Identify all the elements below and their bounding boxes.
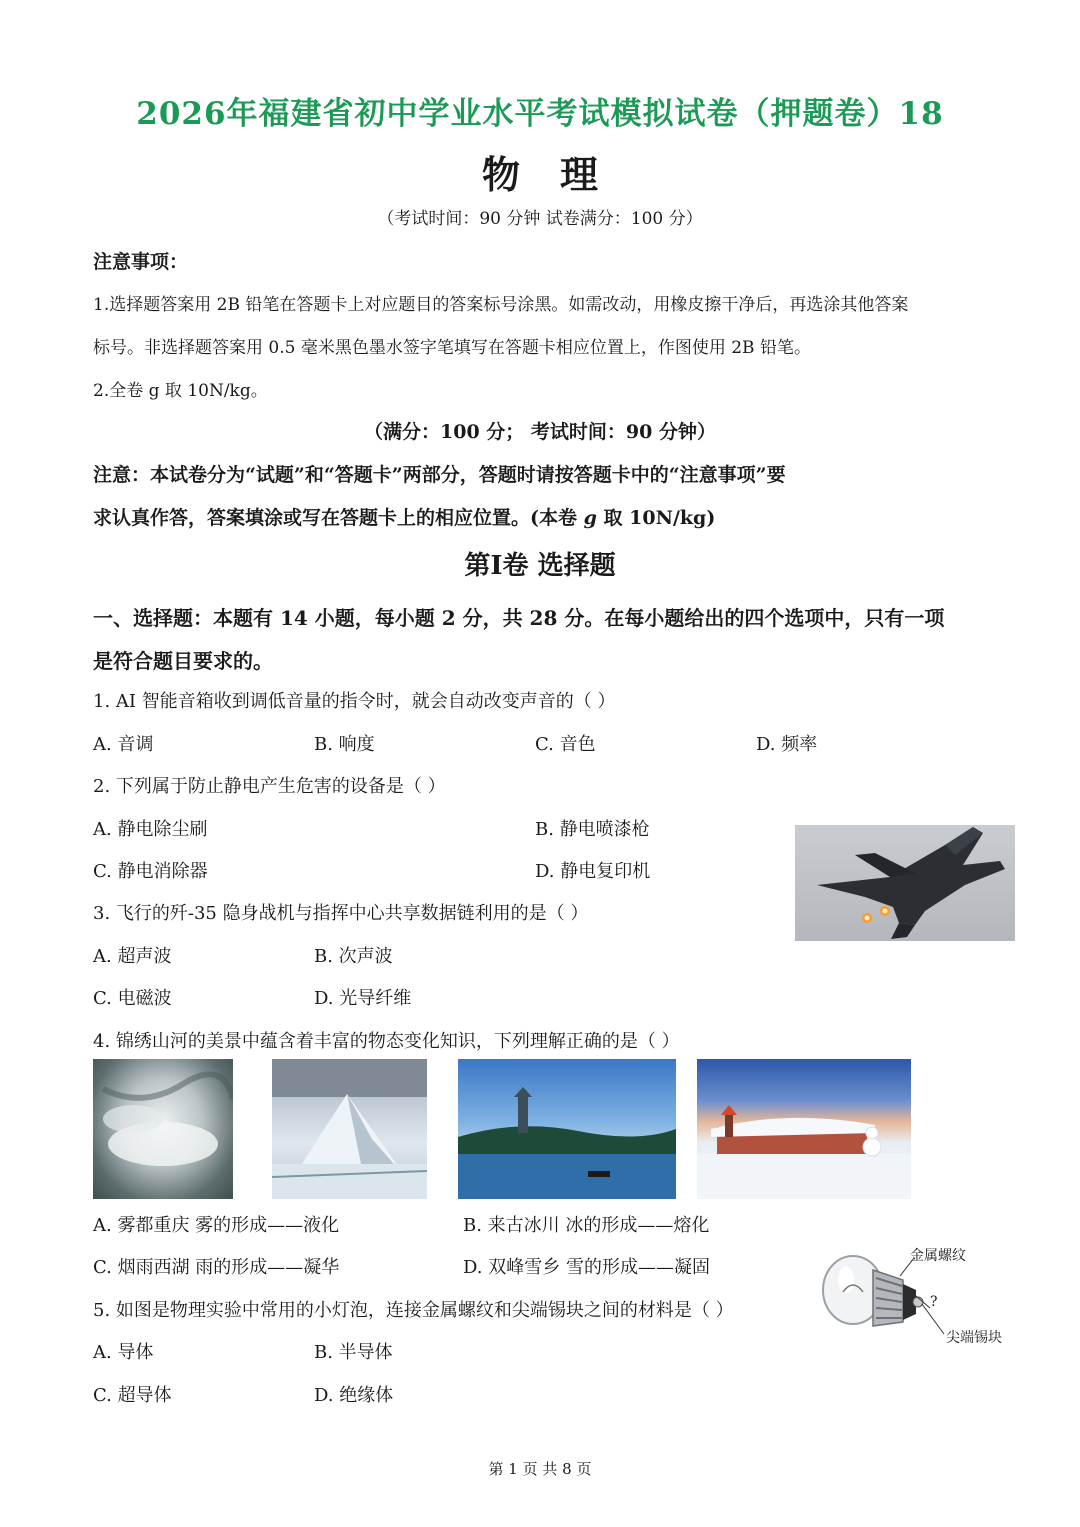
q5-option-a: A. 导体 — [93, 1342, 154, 1363]
q3-option-d: D. 光导纤维 — [314, 988, 412, 1009]
bulb-label-thread: 金属螺纹 — [910, 1248, 966, 1264]
notice-line-1: 1.选择题答案用 2B 铅笔在答题卡上对应题目的答案标号涂黑。如需改动，用橡皮擦干净后，再选涂其他答案 — [93, 295, 909, 315]
snow-village-icon — [697, 1059, 911, 1199]
q2-option-d: D. 静电复印机 — [535, 861, 651, 882]
score-line: （满分：100 分； 考试时间：90 分钟） — [364, 421, 716, 443]
subject-title: 物理 — [481, 152, 638, 197]
q4-option-c: C. 烟雨西湖 雨的形成——凝华 — [93, 1257, 340, 1278]
section-intro-2: 是符合题目要求的。 — [93, 649, 273, 673]
q1-option-a: A. 音调 — [93, 734, 154, 755]
q5-option-d: D. 绝缘体 — [314, 1385, 394, 1406]
question-2-stem: 2. 下列属于防止静电产生危害的设备是（ ） — [93, 776, 446, 797]
fighter-jet-image — [795, 825, 1015, 941]
bulb-label-tip: 尖端锡块 — [946, 1330, 1002, 1346]
q5-option-b: B. 半导体 — [314, 1342, 393, 1363]
bulb-label-question: ? — [930, 1294, 938, 1310]
q1-option-d: D. 频率 — [756, 734, 818, 755]
q1-option-b: B. 响度 — [314, 734, 375, 755]
q5-option-c: C. 超导体 — [93, 1385, 172, 1406]
q2-option-a: A. 静电除尘刷 — [93, 819, 208, 840]
q1-option-c: C. 音色 — [535, 734, 596, 755]
exam-meta: （考试时间：90 分钟 试卷满分：100 分） — [377, 209, 703, 229]
notice2-g-symbol: g — [583, 507, 597, 529]
question-3-stem: 3. 飞行的歼-35 隐身战机与指挥中心共享数据链利用的是（ ） — [93, 903, 589, 924]
notice2-line-2 — [93, 503, 715, 530]
notice-line-3: 2.全卷 g 取 10N/kg。 — [93, 381, 268, 401]
fighter-jet-icon — [795, 825, 1015, 941]
section-intro-1: 一、选择题：本题有 14 小题，每小题 2 分，共 28 分。在每小题给出的四个选项中，只有一项 — [93, 606, 945, 630]
question-4-stem: 4. 锦绣山河的美景中蕴含着丰富的物态变化知识，下列理解正确的是（ ） — [93, 1031, 680, 1052]
question-1-stem: 1. AI 智能音箱收到调低音量的指令时，就会自动改变声音的（ ） — [93, 691, 616, 712]
q3-option-b: B. 次声波 — [314, 946, 393, 967]
page-footer: 第 1 页 共 8 页 — [488, 1460, 592, 1478]
lake-pagoda-icon — [458, 1059, 676, 1199]
glacier-icon — [272, 1059, 427, 1199]
q2-option-c: C. 静电消除器 — [93, 861, 208, 882]
question-5-stem: 5. 如图是物理实验中常用的小灯泡，连接金属螺纹和尖端锡块之间的材料是（ ） — [93, 1300, 734, 1321]
q3-option-c: C. 电磁波 — [93, 988, 172, 1009]
fog-clouds-icon — [93, 1059, 233, 1199]
q4-option-b: B. 来古冰川 冰的形成——熔化 — [463, 1215, 710, 1236]
section-title: 第Ⅰ卷 选择题 — [464, 551, 616, 581]
q3-option-a: A. 超声波 — [93, 946, 172, 967]
notice-line-2: 标号。非选择题答案用 0.5 毫米黑色墨水签字笔填写在答题卡相应位置上，作图使用 2B 铅笔。 — [93, 338, 811, 358]
west-lake-scene-image — [458, 1059, 676, 1199]
notice2-line-2a: 求认真作答，答案填涂或写在答题卡上的相应位置。(本卷 — [93, 507, 584, 529]
glacier-scene-image — [272, 1059, 427, 1199]
notice-heading: 注意事项： — [93, 251, 189, 273]
fog-scene-image — [93, 1059, 233, 1199]
q4-option-a: A. 雾都重庆 雾的形成——液化 — [93, 1215, 340, 1236]
notice2-line-1: 注意：本试卷分为“试题”和“答题卡”两部分，答题时请按答题卡中的“注意事项”要 — [93, 464, 786, 486]
q4-option-d: D. 双峰雪乡 雪的形成——凝固 — [463, 1257, 710, 1278]
exam-title: 2026年福建省初中学业水平考试模拟试卷（押题卷）18 — [136, 96, 944, 132]
q2-option-b: B. 静电喷漆枪 — [535, 819, 650, 840]
snow-village-scene-image — [697, 1059, 911, 1199]
notice2-line-2b: 取 10N/kg) — [596, 507, 716, 529]
